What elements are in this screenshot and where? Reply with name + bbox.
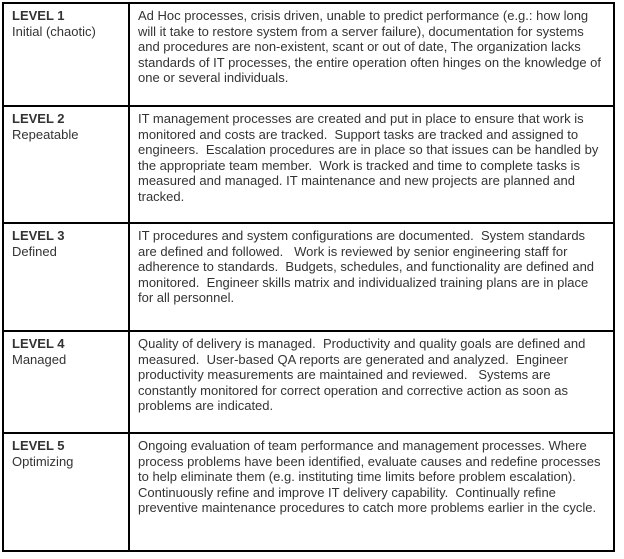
level-cell [3,223,129,331]
description-cell [129,106,614,223]
description-text: Ad Hoc processes, crisis driven, unable to predict performance (e.g.: how long will it take to restore system from a server failure), documentation for systems and procedures are non-existent, scant or out of date, The organization lacks standards of IT processes, the entire operation often hinges on the knowledge of one or several individuals. [138,8,605,86]
level-cell [3,3,129,106]
table-row-level-1 [3,3,614,106]
level-cell [3,331,129,433]
description-cell [129,3,614,106]
level-name: Optimizing [12,453,74,469]
level-title: LEVEL 4 [12,336,65,351]
description-text: Quality of delivery is managed. Productivity and quality goals are defined and measured. User-based QA reports are generated and analyzed. Engineer productivity measurements are maintained and reviewed. Systems are constantly monitored for correct operation and corrective action as soon as problems are indicated. [138,336,589,414]
table-row-level-3 [3,223,614,331]
description-cell [129,331,614,433]
level-name: Initial (chaotic) [12,23,96,39]
level-name: Repeatable [12,126,79,142]
level-name: Defined [12,243,57,259]
description-text: IT management processes are created and put in place to ensure that work is monitored and costs are tracked. Support tasks are tracked and assigned to engineers. Escalation procedures are in place so that issues can be handled by the appropriate team member. Work is tracked and time to complete tasks is measured and managed. IT maintenance and new projects are planned and tracked. [138,111,602,204]
description-cell [129,223,614,331]
level-title: LEVEL 3 [12,228,65,243]
table-row-level-4 [3,331,614,433]
description-text: Ongoing evaluation of team performance and management processes. Where process problems have been identified, evaluate causes and redefine processes to help eliminate them (e.g. instituting time limits before problem escalation). Continuously refine and improve IT delivery capability. Continually refine preventive maintenance procedures to catch more problems earlier in the cycle. [138,438,605,516]
maturity-levels-table [2,2,615,552]
level-title: LEVEL 2 [12,111,65,126]
level-title: LEVEL 5 [12,438,65,453]
table-row-level-5 [3,433,614,551]
level-name: Managed [12,351,67,367]
level-cell [3,106,129,223]
level-cell [3,433,129,551]
table-row-level-2 [3,106,614,223]
description-cell [129,433,614,551]
description-text: IT procedures and system configurations are documented. System standards are defined and followed. Work is reviewed by senior engineering staff for adherence to standards. Budgets, schedules, and functionality are defined and monitored. Engineer skills matrix and individualized training plans are in place for all personnel. [138,228,598,306]
level-title: LEVEL 1 [12,8,65,23]
